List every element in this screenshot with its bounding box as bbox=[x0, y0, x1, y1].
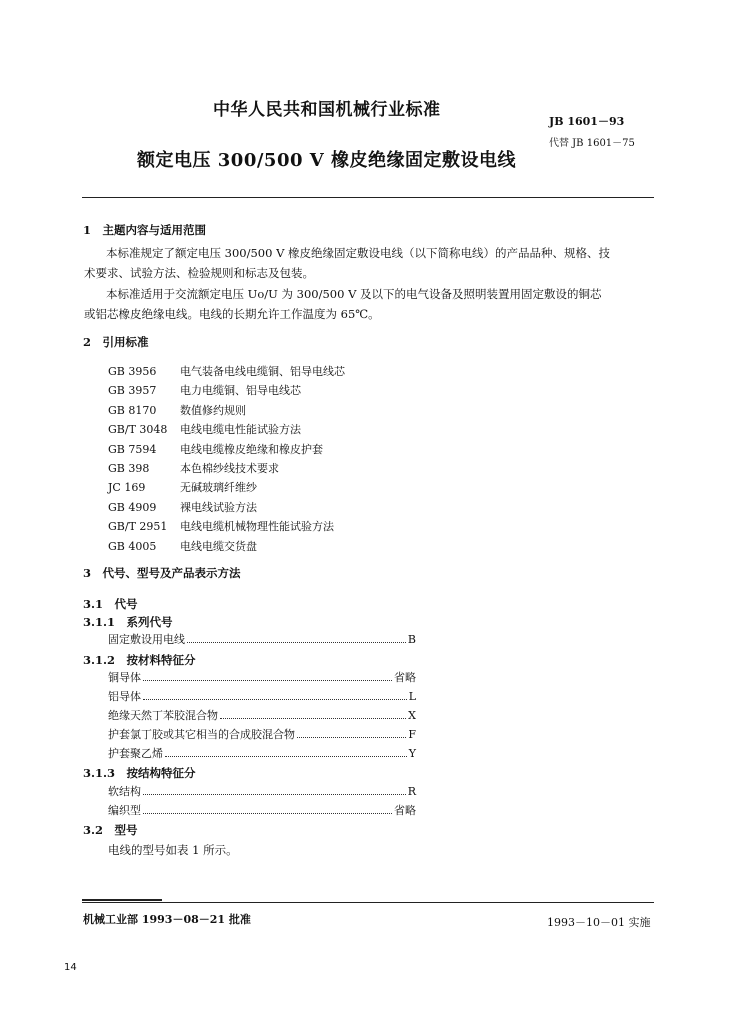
standard-title: 数值修约规则 bbox=[180, 403, 246, 417]
item-code: F bbox=[408, 728, 416, 741]
subsection-3-1-heading: 3.1 代号 bbox=[83, 597, 138, 611]
standard-code: GB/T 3048 bbox=[108, 423, 168, 437]
list-item bbox=[108, 401, 345, 420]
item-label: 固定敷设用电线 bbox=[108, 633, 185, 646]
subsection-3-2-text: 电线的型号如表 1 所示。 bbox=[108, 843, 238, 857]
referenced-standards-list bbox=[108, 362, 345, 556]
item-label: 铝导体 bbox=[108, 690, 141, 703]
list-item bbox=[108, 420, 345, 439]
standard-title: 本色棉纱线技术要求 bbox=[180, 461, 279, 475]
list-item bbox=[108, 478, 345, 497]
list-item bbox=[108, 727, 416, 743]
page-number: 14 bbox=[64, 962, 77, 973]
dot-leader bbox=[143, 699, 407, 700]
document-title: 额定电压 300/500 V 橡皮绝缘固定敷设电线 bbox=[137, 150, 516, 171]
standard-code: GB 4909 bbox=[108, 500, 157, 514]
para1-line2: 术要求、试验方法、检验规则和标志及包装。 bbox=[84, 266, 314, 280]
subsection-3-1-2-heading: 3.1.2 按材料特征分 bbox=[83, 653, 196, 667]
para2-line1: 本标准适用于交流额定电压 Uo/U 为 300/500 V 及以下的电气设备及照明装置用固定敷设的铜芯 bbox=[106, 287, 602, 301]
list-item bbox=[108, 670, 416, 686]
list-item bbox=[108, 689, 416, 705]
standard-title: 电线电缆机械物理性能试验方法 bbox=[180, 520, 334, 534]
subsection-3-1-3-heading: 3.1.3 按结构特征分 bbox=[83, 766, 196, 780]
standard-title: 无碱玻璃纤维纱 bbox=[180, 481, 257, 495]
item-code: 省略 bbox=[394, 804, 416, 817]
standard-title: 电线电缆橡皮绝缘和橡皮护套 bbox=[180, 442, 323, 456]
para2-line2: 或铝芯橡皮绝缘电线。电线的长期允许工作温度为 65℃。 bbox=[84, 307, 380, 321]
standard-code: GB 4005 bbox=[108, 539, 157, 553]
item-code: R bbox=[407, 785, 416, 798]
dot-leader bbox=[220, 718, 406, 719]
standard-code: GB 8170 bbox=[108, 403, 157, 417]
item-label: 编织型 bbox=[108, 804, 141, 817]
item-code: X bbox=[408, 709, 416, 722]
section-1-paragraph-1 bbox=[84, 243, 654, 283]
subsection-3-1-1-heading: 3.1.1 系列代号 bbox=[83, 615, 173, 629]
standard-title: 电气装备电线电缆铜、铝导电线芯 bbox=[180, 365, 345, 378]
item-code: B bbox=[407, 633, 416, 646]
subsection-3-2-heading: 3.2 型号 bbox=[83, 823, 138, 837]
item-label: 铜导体 bbox=[108, 671, 141, 684]
item-code: Y bbox=[408, 747, 416, 760]
list-item bbox=[108, 362, 345, 381]
section-2-heading: 2 引用标准 bbox=[83, 335, 149, 349]
list-item bbox=[108, 498, 345, 517]
section-1-paragraph-2 bbox=[84, 284, 654, 324]
approval-line: 机械工业部 1993－08－21 批准 bbox=[83, 913, 251, 926]
dot-leader bbox=[143, 680, 392, 681]
standard-code: GB/T 2951 bbox=[108, 520, 168, 534]
list-item bbox=[108, 440, 345, 459]
item-code: L bbox=[408, 690, 416, 703]
list-item bbox=[108, 381, 345, 400]
standard-number: JB 1601－93 bbox=[549, 115, 625, 128]
list-item bbox=[108, 537, 345, 556]
effective-date: 1993－10－01 实施 bbox=[547, 916, 651, 929]
standard-title: 电线电缆交货盘 bbox=[180, 539, 257, 553]
replaces-standard: 代替 JB 1601－75 bbox=[549, 138, 635, 149]
standard-title: 电线电缆电性能试验方法 bbox=[180, 423, 301, 437]
list-item bbox=[108, 517, 345, 536]
dot-leader bbox=[143, 794, 406, 795]
header-divider bbox=[82, 197, 654, 198]
footer-divider-accent bbox=[82, 899, 162, 901]
list-item bbox=[108, 632, 416, 648]
section-3-heading: 3 代号、型号及产品表示方法 bbox=[83, 566, 241, 580]
standard-code: GB 3957 bbox=[108, 384, 157, 398]
para1-line1: 本标准规定了额定电压 300/500 V 橡皮绝缘固定敷设电线（以下简称电线）的产品品种、规格、技 bbox=[106, 246, 611, 260]
standard-code: JC 169 bbox=[108, 481, 146, 495]
standard-title: 裸电线试验方法 bbox=[180, 500, 257, 514]
item-code: 省略 bbox=[394, 671, 416, 684]
industry-standard-heading: 中华人民共和国机械行业标准 bbox=[213, 100, 441, 120]
item-label: 护套氯丁胶或其它相当的合成胶混合物 bbox=[108, 728, 295, 741]
footer-divider bbox=[82, 902, 654, 903]
standard-code: GB 7594 bbox=[108, 442, 157, 456]
list-item bbox=[108, 708, 416, 724]
standard-code: GB 398 bbox=[108, 461, 150, 475]
standard-code: GB 3956 bbox=[108, 365, 157, 378]
list-item bbox=[108, 746, 416, 762]
dot-leader bbox=[143, 813, 392, 814]
dot-leader bbox=[297, 737, 406, 738]
dot-leader bbox=[187, 642, 406, 643]
item-label: 护套聚乙烯 bbox=[108, 747, 163, 760]
list-item bbox=[108, 459, 345, 478]
item-label: 绝缘天然丁苯胶混合物 bbox=[108, 709, 218, 722]
standard-title: 电力电缆铜、铝导电线芯 bbox=[180, 384, 301, 398]
item-label: 软结构 bbox=[108, 785, 141, 798]
dot-leader bbox=[165, 756, 407, 757]
list-item bbox=[108, 803, 416, 819]
list-item bbox=[108, 784, 416, 800]
section-1-heading: 1 主题内容与适用范围 bbox=[83, 223, 207, 237]
